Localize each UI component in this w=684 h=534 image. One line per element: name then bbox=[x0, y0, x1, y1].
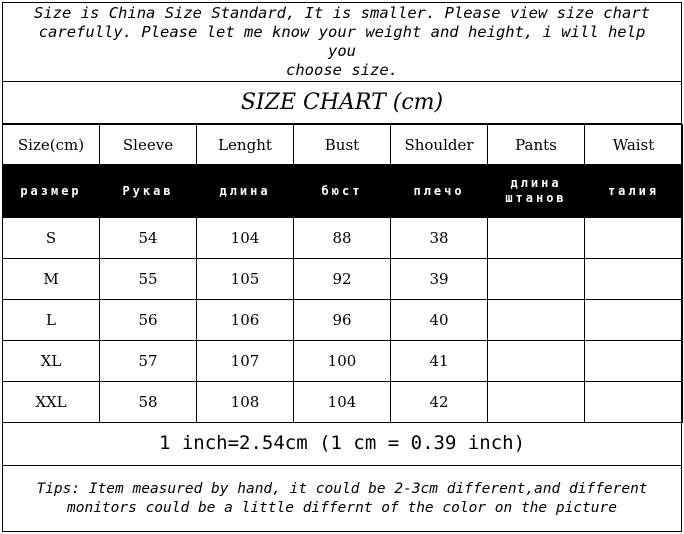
length-cell: 106 bbox=[197, 300, 294, 341]
pants-cell bbox=[488, 300, 585, 341]
russian-header-cell: талия bbox=[585, 165, 683, 218]
bust-cell: 104 bbox=[294, 382, 391, 423]
shoulder-cell: 41 bbox=[391, 341, 488, 382]
shoulder-cell: 38 bbox=[391, 218, 488, 259]
russian-header-cell: длина штанов bbox=[488, 165, 585, 218]
length-cell: 105 bbox=[197, 259, 294, 300]
size-cell: XXL bbox=[3, 382, 100, 423]
length-cell: 107 bbox=[197, 341, 294, 382]
header-cell: Size(cm) bbox=[3, 125, 100, 165]
pants-cell bbox=[488, 341, 585, 382]
shoulder-cell: 42 bbox=[391, 382, 488, 423]
length-cell: 104 bbox=[197, 218, 294, 259]
bust-cell: 88 bbox=[294, 218, 391, 259]
sleeve-cell: 55 bbox=[100, 259, 197, 300]
sleeve-cell: 54 bbox=[100, 218, 197, 259]
russian-header-cell: длина bbox=[197, 165, 294, 218]
pants-cell bbox=[488, 218, 585, 259]
waist-cell bbox=[585, 300, 683, 341]
notice-line: choose size. bbox=[286, 61, 398, 79]
header-cell: Bust bbox=[294, 125, 391, 165]
table-row bbox=[3, 259, 683, 300]
measurement-tips bbox=[2, 466, 682, 532]
shoulder-cell: 39 bbox=[391, 259, 488, 300]
russian-header-cell: плечо bbox=[391, 165, 488, 218]
notice-line: Size is China Size Standard, It is smaller. Please view size chart bbox=[34, 4, 650, 22]
waist-cell bbox=[585, 382, 683, 423]
size-cell: XL bbox=[3, 341, 100, 382]
table-row bbox=[3, 300, 683, 341]
russian-header-row bbox=[3, 165, 683, 218]
bust-cell: 92 bbox=[294, 259, 391, 300]
bust-cell: 96 bbox=[294, 300, 391, 341]
sleeve-cell: 57 bbox=[100, 341, 197, 382]
header-cell: Lenght bbox=[197, 125, 294, 165]
header-cell: Pants bbox=[488, 125, 585, 165]
waist-cell bbox=[585, 218, 683, 259]
bust-cell: 100 bbox=[294, 341, 391, 382]
size-cell: M bbox=[3, 259, 100, 300]
header-cell: Waist bbox=[585, 125, 683, 165]
length-cell: 108 bbox=[197, 382, 294, 423]
size-table bbox=[2, 124, 683, 423]
size-notice bbox=[2, 2, 682, 82]
size-cell: L bbox=[3, 300, 100, 341]
waist-cell bbox=[585, 259, 683, 300]
russian-header-cell: Рукав bbox=[100, 165, 197, 218]
header-cell: Sleeve bbox=[100, 125, 197, 165]
tips-line: monitors could be a little differnt of the color on the picture bbox=[67, 499, 617, 516]
sleeve-cell: 58 bbox=[100, 382, 197, 423]
header-cell: Shoulder bbox=[391, 125, 488, 165]
table-row bbox=[3, 382, 683, 423]
russian-header-cell: размер bbox=[3, 165, 100, 218]
size-cell: S bbox=[3, 218, 100, 259]
pants-cell bbox=[488, 382, 585, 423]
notice-line: carefully. Please let me know your weight and height, i will help you bbox=[38, 23, 646, 60]
russian-header-cell: бюст bbox=[294, 165, 391, 218]
header-row bbox=[3, 125, 683, 165]
table-row bbox=[3, 218, 683, 259]
unit-conversion: 1 inch=2.54cm (1 cm = 0.39 inch) bbox=[2, 420, 682, 466]
waist-cell bbox=[585, 341, 683, 382]
tips-line: Tips: Item measured by hand, it could be 2-3cm different,and different bbox=[36, 480, 648, 497]
chart-title: SIZE CHART (cm) bbox=[2, 82, 682, 124]
shoulder-cell: 40 bbox=[391, 300, 488, 341]
table-row bbox=[3, 341, 683, 382]
sleeve-cell: 56 bbox=[100, 300, 197, 341]
pants-cell bbox=[488, 259, 585, 300]
